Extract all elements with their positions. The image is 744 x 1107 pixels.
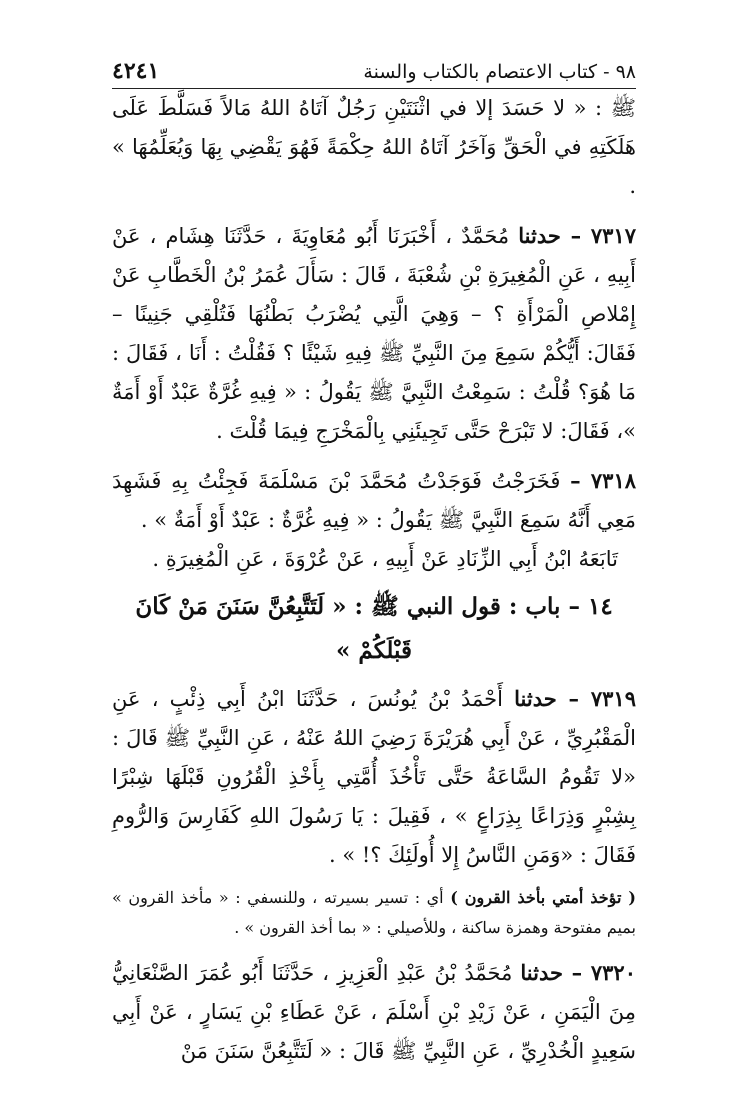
commentary-note bbox=[112, 883, 636, 943]
note-lemma: ( تؤخذ أمتي بأخذ القرون ) bbox=[450, 888, 637, 907]
main-text bbox=[112, 89, 636, 875]
running-title: ٩٨ - كتاب الاعتصام بالكتاب والسنة bbox=[363, 61, 636, 83]
hadith-number: ٧٣١٩ – حدثنا bbox=[514, 686, 636, 711]
main-text-continued bbox=[112, 953, 636, 1071]
hadith-number: ٧٣١٨ – bbox=[570, 468, 637, 493]
note-text: أي : تسير بسيرته ، وللنسفي : « مأخذ القرون » بميم مفتوحة وهمزة ساكنة ، وللأصيلي : « بما أخذ القرون » . bbox=[112, 888, 636, 937]
hadith-text: فَخَرَجْتُ فَوَجَدْتُ مُحَمَّدَ بْنَ مَسْلَمَةَ فَجِئْتُ بِهِ فَشَهِدَ مَعِي أَنَّهُ سَمِعَ النَّبِيَّ ﷺ يَقُولُ : « فِيهِ غُرَّةٌ : عَبْدٌ أَوْ أَمَةٌ » . bbox=[112, 469, 636, 532]
hadith-text: أَحْمَدُ بْنُ يُونُسَ ، حَدَّثَنَا ابْنُ أَبِي ذِئْبٍ ، عَنِ الْمَقْبُرِيِّ ، عَنْ أَبِي هُرَيْرَةَ رَضِيَ اللهُ عَنْهُ ، عَنِ النَّبِيِّ ﷺ قَالَ : «لا تَقُومُ السَّاعَةُ حَتَّى تَأْخُذَ أُمَّتِي بِأَخْذِ الْقُرُونِ قَبْلَهَا شِبْرًا بِشِبْرٍ وَذِرَاعًا بِذِرَاعٍ » ، فَقِيلَ : يَا رَسُولَ اللهِ كَفَارِسَ وَالرُّومِ فَقَالَ : «وَمَنِ النَّاسُ إِلا أُولَئِكَ ؟! » . bbox=[112, 687, 636, 867]
page-number: ٤٢٤١ bbox=[112, 58, 160, 84]
paragraph-continuation: ﷺ : « لا حَسَدَ إلا في اثْنَتَيْنِ رَجُلٌ آتَاهُ اللهُ مَالاً فَسَلَّطَ عَلَى هَلَكَتِهِ في الْحَقِّ وَآخَرُ آتَاهُ اللهُ حِكْمَةً فَهُوَ يَقْضِي بِهَا وَيُعَلِّمُهَا » . bbox=[112, 96, 636, 198]
hadith-7318 bbox=[112, 461, 636, 540]
hadith-number: ٧٣١٧ – حدثنا bbox=[518, 223, 636, 248]
hadith-text: مُحَمَّدُ بْنُ عَبْدِ الْعَزِيزِ ، حَدَّثَنَا أَبُو عُمَرَ الصَّنْعَانِيُّ مِنَ الْيَمَنِ ، عَنْ زَيْدِ بْنِ أَسْلَمَ ، عَنْ عَطَاءِ بْنِ يَسَارٍ ، عَنْ أَبِي سَعِيدٍ الْخُدْرِيِّ ، عَنِ النَّبِيِّ ﷺ قَالَ : « لَتَتَّبِعُنَّ سَنَنَ مَنْ bbox=[112, 961, 636, 1063]
hadith-7320 bbox=[112, 953, 636, 1071]
hadith-text: مُحَمَّدٌ ، أَخْبَرَنَا أَبُو مُعَاوِيَةَ ، حَدَّثَنَا هِشَام ، عَنْ أَبِيهِ ، عَنِ الْمُغِيرَةِ بْنِ شُعْبَةَ ، قَالَ : سَأَلَ عُمَرُ بْنُ الْخَطَّابِ عَنْ إِمْلاصِ الْمَرْأَةِ ؟ – وَهِيَ الَّتِي يُضْرَبُ بَطْنُهَا فَتُلْقِي جَنِينًا – فَقَالَ: أَيُّكُمْ سَمِعَ مِنَ النَّبِيِّ ﷺ فِيهِ شَيْئًا ؟ فَقُلْتُ : أَنَا ، فَقَالَ : مَا هُوَ؟ قُلْتُ : سَمِعْتُ النَّبِيَّ ﷺ يَقُولُ : « فِيهِ غُرَّةٌ عَبْدٌ أَوْ أَمَةٌ »، فَقَالَ: لا تَبْرَحْ حَتَّى تَجِيئَنِي بِالْمَخْرَجِ فِيمَا قُلْتَ . bbox=[112, 224, 636, 443]
chapter-title: ١٤ – باب : قول النبي ﷺ : « لَتَتَّبِعُنَّ سَنَنَ مَنْ كَانَ قَبْلَكُمْ » bbox=[135, 593, 613, 664]
mutaba-note: تَابَعَهُ ابْنُ أَبِي الزِّنَادِ عَنْ أَبِيهِ ، عَنْ عُرْوَةَ ، عَنِ الْمُغِيرَةِ . bbox=[152, 547, 618, 571]
hadith-7317 bbox=[112, 216, 636, 451]
hadith-number: ٧٣٢٠ – حدثنا bbox=[520, 960, 636, 985]
running-header bbox=[112, 58, 636, 89]
hadith-7319 bbox=[112, 679, 636, 875]
